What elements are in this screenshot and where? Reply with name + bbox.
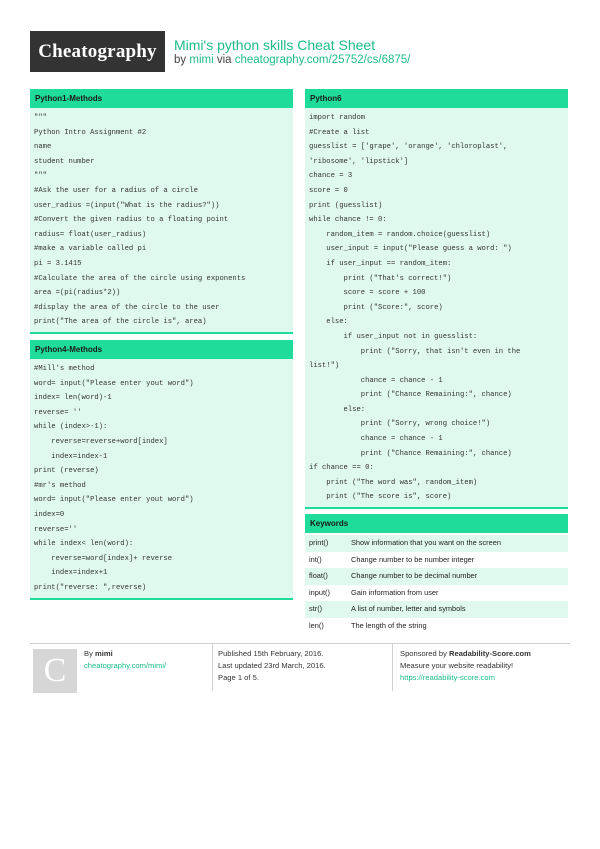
footer-separator [212,643,213,691]
code-line: word= input("Please enter yout word") [34,496,194,505]
code-line: student number [34,157,95,166]
code-line: print ("The score is", score) [309,493,452,502]
footer-author [84,648,166,672]
python6-code [305,108,568,509]
code-line: import random [309,114,366,122]
keyword-description: The length of the string [351,620,427,630]
code-line: #Calculate the area of the circle using exponents [34,274,246,283]
code-line: print ("Chance Remaining:", chance) [309,391,512,400]
code-line: #make a variable called pi [34,245,147,254]
keyword-term: float() [309,571,328,580]
code-line: if chance == 0: [309,464,374,473]
code-line: Python Intro Assignment #2 [34,128,147,137]
cheatography-logo[interactable]: Cheatography [30,31,165,72]
code-line: radius= float(user_radius) [34,230,147,239]
code-line: chance = chance - 1 [309,435,443,444]
sheet-url-link[interactable]: cheatography.com/25752/cs/6875/ [234,54,411,66]
code-line: print ("Chance Remaining:", chance) [309,449,512,458]
code-line: if user_input == random_item: [309,259,452,268]
keyword-term: input() [309,587,330,597]
code-line: reverse=reverse+word[index] [34,437,168,446]
sponsor-url[interactable]: https://readability-score.com [400,673,495,682]
keyword-term: len() [309,620,324,630]
code-line: area =(pi(radius*2)) [34,289,121,298]
footer-author-name[interactable]: mimi [95,649,113,658]
code-line: score = score + 100 [309,289,426,298]
keyword-row [305,585,568,602]
footer-sponsor [400,648,531,684]
author-avatar[interactable]: C [33,649,77,693]
page-title: Mimi's python skills Cheat Sheet [174,37,376,53]
page-number: Page 1 of 5. [218,673,259,682]
keyword-term: str() [309,604,323,613]
footer-dates [218,648,326,684]
keyword-row [305,535,568,552]
code-line: user_radius =(input("What is the radius?")) [34,201,220,210]
keyword-term: print() [309,538,329,547]
python6-header: Python6 [305,89,568,108]
code-line: random_item = random.choice(guesslist) [309,230,491,239]
python1-header: Python1-Methods [30,89,293,108]
code-line: print("The area of the circle is", area) [34,318,207,327]
keyword-term: int() [309,554,322,564]
code-line: name [34,143,52,152]
code-line: print("reverse: ",reverse) [34,583,147,592]
python6-box [305,89,568,509]
updated-date: Last updated 23rd March, 2016. [218,661,326,670]
keyword-row [305,552,568,569]
code-line: else: [309,318,348,327]
code-line: guesslist = ['grape', 'orange', 'chloroplast', [309,143,508,152]
code-line: reverse= '' [34,408,82,417]
footer-separator [392,643,393,691]
code-line: print ("Score:", score) [309,303,443,312]
code-line: print ("Sorry, that isn't even in the [309,347,521,356]
via-label: via [216,54,232,66]
by-prefix: by [174,54,187,66]
code-line: reverse='' [34,525,78,534]
python4-methods-box [30,340,293,600]
keyword-description: Change number to be number integer [351,554,475,564]
footer-by-label: By [84,649,93,658]
code-line: while (index>-1): [34,423,108,432]
code-line: print (guesslist) [309,201,383,210]
code-line: index=index+1 [34,569,108,578]
sponsor-prefix: Sponsored by [400,649,447,658]
python1-code [30,108,293,334]
code-line: pi = 3.1415 [34,259,82,268]
code-line: chance = 3 [309,172,353,181]
python4-header: Python4-Methods [30,340,293,359]
keywords-box [305,514,568,634]
published-date: Published 15th February, 2016. [218,649,324,658]
footer-author-url[interactable]: cheatography.com/mimi/ [84,661,167,670]
code-line: #display the area of the circle to the user [34,303,220,312]
python1-methods-box [30,89,293,334]
code-line: #Ask the user for a radius of a circle [34,186,198,195]
sponsor-tagline: Measure your website readability! [400,661,514,670]
keyword-row [305,568,568,585]
keywords-header: Keywords [305,514,568,533]
code-line: if user_input not in guesslist: [309,332,478,341]
author-link[interactable]: mimi [189,54,214,66]
code-line: print ("The word was", random_item) [309,478,478,487]
keyword-description: Gain information from user [351,587,439,597]
code-line: #mr's method [34,481,86,490]
code-line: """ [34,114,47,122]
code-line: else: [309,405,366,414]
code-line: print (reverse) [34,467,99,476]
code-line: word= input("Please enter yout word") [34,379,194,388]
byline [174,54,410,66]
code-line: #Convert the given radius to a floating point [34,216,229,225]
code-line: index=index-1 [34,452,108,461]
keyword-description: A list of number, letter and symbols [351,604,466,613]
python4-code [30,359,293,600]
footer-divider [30,643,570,644]
keyword-row [305,618,568,635]
code-line: print ("That's correct!") [309,274,452,283]
code-line: reverse=word[index]+ reverse [34,554,173,563]
code-line: while index< len(word): [34,540,134,549]
keywords-table [305,533,568,634]
code-line: #Mill's method [34,365,95,373]
code-line: index= len(word)-1 [34,394,112,403]
code-line: chance = chance - 1 [309,376,443,385]
code-line: """ [34,172,47,181]
code-line: index=0 [34,510,65,519]
code-line: #Create a list [309,128,370,137]
keyword-description: Show information that you want on the screen [351,538,501,547]
code-line: while chance != 0: [309,216,387,225]
keyword-row [305,601,568,618]
code-line: 'ribosome', 'lipstick'] [309,157,409,166]
sponsor-name[interactable]: Readability-Score.com [449,649,531,658]
code-line: user_input = input("Please guess a word: ") [309,245,512,254]
code-line: score = 0 [309,186,348,195]
keyword-description: Change number to be decimal number [351,571,478,580]
code-line: print ("Sorry, wrong choice!") [309,420,491,429]
code-line: list!") [309,362,340,371]
